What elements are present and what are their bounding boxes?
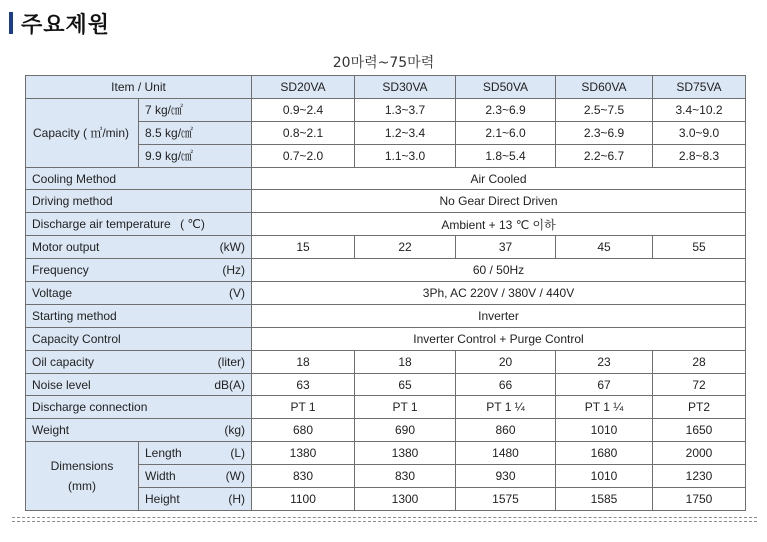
capacity-value: 1.1~3.0 [355,144,456,167]
weight-value: 1650 [653,419,746,442]
noise-value: 65 [355,373,456,396]
frequency-label-text: Frequency [32,263,89,278]
capacity-value: 1.2~3.4 [355,121,456,144]
capacity-value: 1.8~5.4 [456,144,556,167]
dimension-value: 1575 [456,488,556,511]
capacity-value: 3.0~9.0 [653,121,746,144]
oil-unit: (liter) [217,354,245,369]
capacity-control-value: Inverter Control + Purge Control [252,327,746,350]
pressure-label: 9.9 kg/㎠ [139,144,252,167]
table-row [26,167,746,190]
connection-label: Discharge connection [26,396,252,419]
motor-value: 55 [653,236,746,259]
weight-unit: (kg) [224,423,245,438]
cooling-label: Cooling Method [26,167,252,190]
header-item-unit: Item / Unit [26,76,252,99]
capacity-value: 2.1~6.0 [456,121,556,144]
driving-label: Driving method [26,190,252,213]
table-row [26,419,746,442]
header-model: SD50VA [456,76,556,99]
frequency-unit: (Hz) [222,263,245,278]
motor-value: 37 [456,236,556,259]
table-row [26,350,746,373]
pressure-label: 8.5 kg/㎠ [139,121,252,144]
header-row [26,76,746,99]
voltage-unit: (V) [229,285,245,300]
weight-value: 1010 [556,419,653,442]
table-subtitle: 20마력~75마력 [332,55,435,71]
table-row [26,304,746,327]
connection-value: PT 1 ¼ [556,396,653,419]
oil-value: 18 [252,350,355,373]
oil-label-text: Oil capacity [32,354,95,369]
dimension-unit: (L) [230,446,245,461]
table-row [26,213,746,236]
dimensions-label-text: Dimensions [50,459,114,474]
oil-label [26,350,252,373]
capacity-value: 2.3~6.9 [556,121,653,144]
connection-value: PT 1 [355,396,456,419]
motor-label-text: Motor output [32,240,100,255]
header-model: SD20VA [252,76,355,99]
driving-value: No Gear Direct Driven [252,190,746,213]
oil-value: 28 [653,350,746,373]
capacity-value: 1.3~3.7 [355,98,456,121]
dimension-height-label [139,488,252,511]
noise-value: 72 [653,373,746,396]
header-model: SD60VA [556,76,653,99]
frequency-value: 60 / 50Hz [252,259,746,282]
table-row [26,396,746,419]
weight-label-text: Weight [32,423,70,438]
frequency-label [26,259,252,282]
dimension-name: Length [145,446,182,461]
dimension-unit: (H) [228,491,245,506]
dimensions-unit: (mm) [68,479,96,494]
dimension-value: 1230 [653,465,746,488]
dimension-value: 930 [456,465,556,488]
starting-label: Starting method [26,304,252,327]
capacity-control-label: Capacity Control [26,327,252,350]
capacity-value: 0.7~2.0 [252,144,355,167]
capacity-value: 2.5~7.5 [556,98,653,121]
dimension-value: 1300 [355,488,456,511]
dimension-value: 1585 [556,488,653,511]
pressure-label: 7 kg/㎠ [139,98,252,121]
weight-label [26,419,252,442]
voltage-label [26,282,252,305]
dimension-value: 1010 [556,465,653,488]
capacity-value: 2.8~8.3 [653,144,746,167]
discharge-temp-label-text: Discharge air temperature [32,217,171,232]
dimension-value: 1680 [556,442,653,465]
discharge-temp-unit: ( ℃) [180,217,205,232]
table-row [26,373,746,396]
header-model: SD30VA [355,76,456,99]
capacity-value: 3.4~10.2 [653,98,746,121]
discharge-temp-value: Ambient + 13 ℃ 이하 [252,213,746,236]
motor-unit: (kW) [219,240,245,255]
spec-table [25,75,746,511]
weight-value: 860 [456,419,556,442]
dimension-length-label [139,442,252,465]
dimension-width-label [139,465,252,488]
table-row [26,236,746,259]
dimension-value: 1100 [252,488,355,511]
noise-value: 63 [252,373,355,396]
dimension-value: 830 [355,465,456,488]
dimension-value: 2000 [653,442,746,465]
connection-value: PT 1 [252,396,355,419]
oil-value: 20 [456,350,556,373]
dimension-value: 1380 [355,442,456,465]
starting-value: Inverter [252,304,746,327]
dimension-value: 1750 [653,488,746,511]
divider-line [12,521,757,522]
voltage-label-text: Voltage [32,285,73,300]
table-row [26,190,746,213]
motor-value: 15 [252,236,355,259]
capacity-value: 2.3~6.9 [456,98,556,121]
dimension-unit: (W) [225,469,245,484]
table-row [26,259,746,282]
header-model: SD75VA [653,76,746,99]
table-row [26,442,746,465]
oil-value: 18 [355,350,456,373]
dimension-name: Height [145,491,180,506]
discharge-temp-label [26,213,252,236]
weight-value: 690 [355,419,456,442]
noise-label [26,373,252,396]
dimension-value: 1380 [252,442,355,465]
oil-value: 23 [556,350,653,373]
voltage-value: 3Ph, AC 220V / 380V / 440V [252,282,746,305]
noise-value: 67 [556,373,653,396]
capacity-value: 0.9~2.4 [252,98,355,121]
connection-value: PT2 [653,396,746,419]
table-row [26,327,746,350]
dimension-name: Width [145,469,176,484]
dimensions-label [26,442,139,511]
motor-label [26,236,252,259]
motor-value: 22 [355,236,456,259]
section-divider [12,516,757,524]
noise-unit: dB(A) [214,377,245,392]
capacity-value: 2.2~6.7 [556,144,653,167]
dimension-value: 830 [252,465,355,488]
capacity-value: 0.8~2.1 [252,121,355,144]
table-row [26,282,746,305]
divider-line [12,517,757,518]
title-accent-bar [9,12,13,34]
page-title: 주요제원 [21,13,111,38]
noise-value: 66 [456,373,556,396]
capacity-label: Capacity ( ㎥/min) [26,98,139,167]
motor-value: 45 [556,236,653,259]
table-row [26,98,746,121]
cooling-value: Air Cooled [252,167,746,190]
connection-value: PT 1 ¼ [456,396,556,419]
noise-label-text: Noise level [32,377,91,392]
weight-value: 680 [252,419,355,442]
dimension-value: 1480 [456,442,556,465]
